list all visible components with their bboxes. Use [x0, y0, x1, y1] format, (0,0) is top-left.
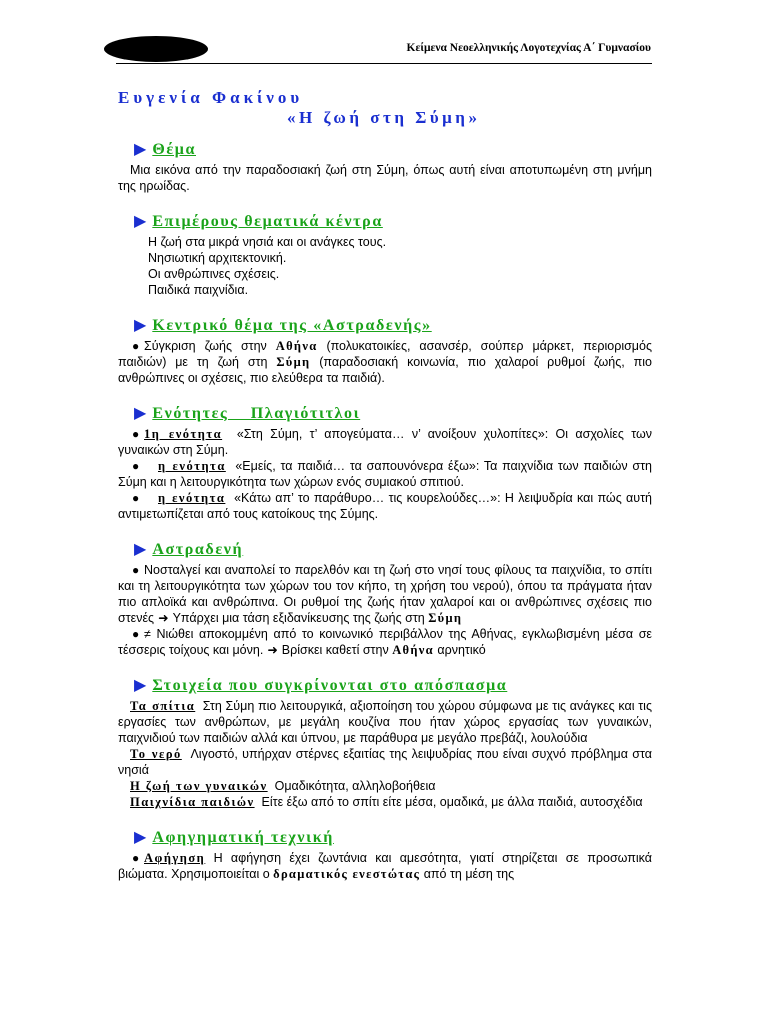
text-run: Η αφήγηση έχει ζωντάνια και αμεσότητα, γιατί στηρίζεται σε προσωπικά βιώματα. Χρησιμοποιείται ο — [118, 851, 652, 881]
right-pointer-icon: ▶ — [134, 829, 147, 846]
text-run: Σύγκριση ζωής στην — [144, 339, 276, 353]
list-item: Νησιωτική αρχιτεκτονική. — [148, 251, 287, 265]
bullet-paragraph — [118, 626, 652, 658]
unit-label: η ενότητα — [158, 491, 226, 505]
unit-label: η ενότητα — [158, 459, 226, 473]
text-run: ≠ Νιώθει αποκομμένη από το κοινωνικό περιβάλλον της Αθήνας, εγκλωβισμένη μέσα σε τέσσερις τοίχους και μόνη. — [118, 627, 652, 657]
text-run: από τη μέση της — [420, 867, 515, 881]
section-title: Ενότητες Πλαγιότιτλοι — [152, 405, 361, 422]
compare-text: Ομαδικότητα, αλληλοβοήθεια — [274, 779, 436, 793]
compare-item — [118, 698, 652, 746]
bullet-icon: ● — [132, 851, 140, 865]
unit-item — [118, 458, 652, 490]
list-item: Οι ανθρώπινες σχέσεις. — [148, 267, 280, 281]
bullet-paragraph — [118, 850, 652, 882]
list-item: Παιδικά παιχνίδια. — [148, 283, 249, 297]
section-heading — [118, 828, 652, 848]
section-title: Στοιχεία που συγκρίνονται στο απόσπασμα — [152, 677, 508, 694]
bullet-icon: ● — [132, 339, 140, 353]
bullet-icon: ● — [132, 627, 140, 641]
compare-label: Παιχνίδια παιδιών — [130, 795, 255, 809]
unit-text: «Εμείς, τα παιδιά… τα σαπουνόνερα έξω»: Τα παιχνίδια των παιδιών στη Σύμη και η λειτουργικότητα των χώρων ενός συμιακού σπιτιού. — [118, 459, 652, 489]
document-body — [118, 140, 652, 900]
bullet-paragraph — [118, 562, 652, 626]
section-enotites — [118, 404, 652, 522]
bold-term: Αθήνα — [392, 643, 434, 657]
section-central-theme — [118, 316, 652, 386]
unit-item — [118, 490, 652, 522]
section-heading — [118, 140, 652, 160]
section-heading — [118, 676, 652, 696]
section-title: Επιμέρους θεματικά κέντρα — [152, 213, 383, 230]
compare-label: Το νερό — [130, 747, 182, 761]
compare-text: Στη Σύμη πιο λειτουργικά, αξιοποίηση του χώρου σύμφωνα με τις ανάγκες και τις εργασίες των ανθρώπων, με μεγάλη κουζίνα που ήταν χώρος εργασίας των γυναικών, παιχνιδιού των παιδιών αλλά και ύπνου, με παράθυρα με μεγάλο πρεβάζι, λουλούδια — [118, 699, 652, 745]
text-run: Βρίσκει καθετί στην — [281, 643, 393, 657]
section-heading — [118, 540, 652, 560]
bullet-icon: ● — [132, 491, 140, 505]
section-title: Θέμα — [152, 141, 196, 158]
term-label: Αφήγηση — [144, 851, 206, 865]
unit-item — [118, 426, 652, 458]
bold-term: Σύμη — [276, 355, 311, 369]
author-name: Ευγενία Φακίνου — [118, 88, 304, 107]
section-title: Αφηγηματική τεχνική — [152, 829, 334, 846]
right-pointer-icon: ▶ — [134, 677, 147, 694]
unit-text: «Στη Σύμη, τ’ απογεύματα… ν’ ανοίξουν χυλοπίτες»: Οι ασχολίες των γυναικών στη Σύμη. — [118, 427, 652, 457]
header-rule — [116, 63, 652, 64]
redaction-mark — [104, 36, 208, 62]
section-title: Αστραδενή — [152, 541, 244, 558]
bullet-paragraph — [118, 338, 652, 386]
section-heading — [118, 212, 652, 232]
bullet-icon: ● — [132, 427, 140, 441]
text-run: (παραδοσιακή κοινωνία, πιο χαλαροί ρυθμοί ζωής, πιο ανθρώπινες οι σχέσεις, πιο ελεύθερα τα παιδιά). — [118, 355, 652, 385]
bold-term: Αθήνα — [275, 339, 318, 353]
section-astradeni — [118, 540, 652, 658]
running-header: Κείμενα Νεοελληνικής Λογοτεχνίας Α΄ Γυμνασίου — [406, 42, 651, 54]
text-run: Υπάρχει μια τάση εξιδανίκευσης της ζωής στη — [172, 611, 429, 625]
text-run: (πολυκατοικίες, ασανσέρ, σούπερ μάρκετ, περιορισμός παιδιών) με τη ζωή στη — [118, 339, 652, 369]
section-thema — [118, 140, 652, 194]
bullet-icon: ● — [132, 459, 140, 473]
compare-label: Τα σπίτια — [130, 699, 196, 713]
unit-text: «Κάτω απ’ το παράθυρο… τις κουρελούδες…»: Η λειψυδρία και πώς αυτή αντιμετωπίζεται από τους κατοίκους της Σύμης. — [118, 491, 653, 521]
list-item: Η ζωή στα μικρά νησιά και οι ανάγκες τους. — [148, 235, 387, 249]
section-kentra — [118, 212, 652, 298]
right-pointer-icon: ▶ — [134, 541, 147, 558]
compare-item — [118, 778, 652, 794]
section-heading — [118, 404, 652, 424]
right-pointer-icon: ▶ — [134, 405, 147, 422]
text-run: Νοσταλγεί και αναπολεί το παρελθόν και τη ζωή στο νησί τους φίλους τα παιχνίδια, το σπίτι και τη λειτουργικότητα των χώρων του τον κήπο, τη χρήση του νερού), όπου τα πράγματα ήταν πιο απλοϊκά και ανθρώπινα. Οι ρυθμοί της ζωής ήταν χαλαροί και οι ανθρώπινες σχέσεις πιο στενές — [118, 563, 652, 625]
section-heading — [118, 316, 652, 336]
section-stoixeia — [118, 676, 652, 810]
text-run: αρνητικό — [433, 643, 486, 657]
right-arrow-icon: ➜ — [267, 643, 278, 657]
section-title: Κεντρικό θέμα της «Αστραδενής» — [152, 317, 432, 334]
compare-item — [118, 746, 652, 778]
right-arrow-icon: ➜ — [158, 611, 169, 625]
compare-text: Λιγοστό, υπήρχαν στέρνες εξαιτίας της λειψυδρίας που είναι συχνό πρόβλημα στα νησιά — [118, 747, 652, 777]
right-pointer-icon: ▶ — [134, 141, 147, 158]
right-pointer-icon: ▶ — [134, 213, 147, 230]
bold-term: δραματικός ενεστώτας — [273, 867, 421, 881]
bullet-icon: ● — [132, 563, 140, 577]
paragraph: Μια εικόνα από την παραδοσιακή ζωή στη Σύμη, όπως αυτή είναι αποτυπωμένη στη μνήμη της ηρωίδας. — [118, 163, 652, 193]
bold-term: Σύμη — [428, 611, 463, 625]
document-title: «Η ζωή στη Σύμη» — [287, 108, 481, 127]
compare-label: Η ζωή των γυναικών — [130, 779, 268, 793]
unit-label: 1η ενότητα — [144, 427, 223, 441]
section-texniki — [118, 828, 652, 882]
compare-text: Είτε έξω από το σπίτι είτε μέσα, ομαδικά, με άλλα παιδιά, αυτοσχέδια — [261, 795, 643, 809]
right-pointer-icon: ▶ — [134, 317, 147, 334]
compare-item — [118, 794, 652, 810]
